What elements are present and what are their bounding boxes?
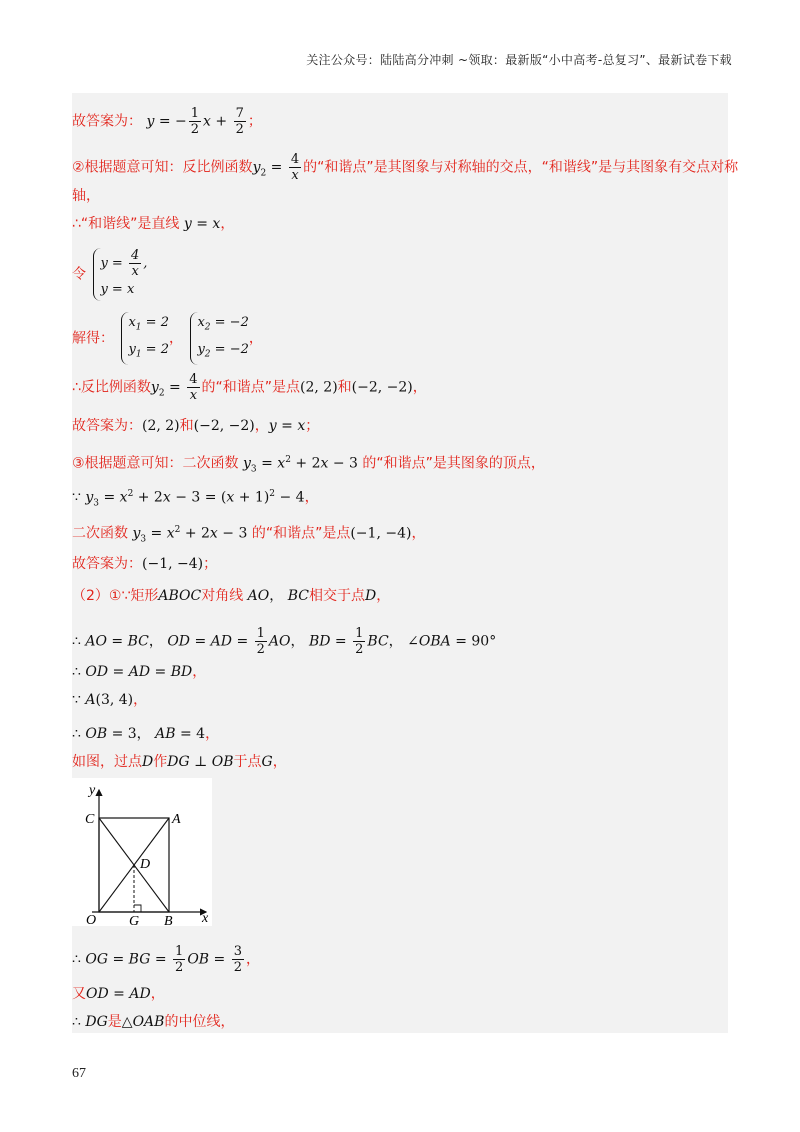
label-a: A xyxy=(172,812,181,827)
answer-line-2: 故答案为：(2, 2)和(−2, −2)，y = x； xyxy=(72,418,320,434)
construction-line: 如图，过点D作DG ⊥ OB于点G， xyxy=(72,754,287,770)
right-angle-mark xyxy=(134,905,141,912)
label-c: C xyxy=(85,812,95,827)
answer-line-1: 故答案为： y = − $\frac{1}{2}$ x + $\frac{7}{2}$ ； xyxy=(72,106,262,137)
label-x: x xyxy=(202,911,209,926)
step-2-line-b: 轴， xyxy=(72,188,100,204)
rectangle-figure xyxy=(72,778,212,926)
label-o: O xyxy=(86,913,97,926)
answer-line-3: 故答案为：(−1, −4)； xyxy=(72,556,218,572)
label-y: y xyxy=(89,783,96,798)
harmony-line: ∴“和谐线”是直线 y = x， xyxy=(72,216,235,232)
step-2-line: ②根据题意可知：反比例函数$y_2$ = $\frac{4}{x}$ 的“和谐点”是其图象与对称轴的交点，“和谐线”是与其图象有交点对称 xyxy=(72,152,739,183)
og-bg: ∴ OG = BG = $\frac{1}{2}$ OB = $\frac{3}{2}$ ， xyxy=(72,944,261,975)
page-number: 67 xyxy=(72,1066,86,1081)
rect-properties: ∴ AO = BC， OD = AD = $\frac{1}{2}$ AO， BD = $\frac{1}{2}$ BC， ∠OBA = 90° xyxy=(72,626,497,657)
label-g: G xyxy=(129,914,140,926)
midline: ∴ DG是△OAB的中位线， xyxy=(72,1014,235,1030)
solve-result: 解得： $x_1 = 2$ $y_1 = 2$ ， $x_2 = -2$ $y_2 = -2$ ， xyxy=(72,312,263,365)
equal-segments: ∴ OD = AD = BD， xyxy=(72,664,207,680)
quadratic-harmony-point: 二次函数 $y_3 = x^2 + 2x - 3$ 的“和谐点”是点(−1, −4)， xyxy=(72,525,426,545)
inverse-harmony-point: ∴反比例函数$y_2$ = $\frac{4}{x}$ 的“和谐点”是点(2, 2)和(−2, −2)， xyxy=(72,372,427,403)
rectangle-diagram xyxy=(72,778,212,926)
label-b: B xyxy=(164,914,173,926)
part-2-line: （2）①∵矩形ABOC对角线 AO， BC相交于点D， xyxy=(72,588,391,604)
lengths: ∴ OB = 3， AB = 4， xyxy=(72,726,220,742)
od-ad: 又OD = AD， xyxy=(72,986,165,1002)
label-d: D xyxy=(140,857,151,872)
step-3-line: ③根据题意可知：二次函数 $y_3 = x^2 + 2x - 3$ 的“和谐点”是其图象的顶点， xyxy=(72,455,545,475)
page-header: 关注公众号：陆陆高分冲刺 ~领取：最新版“小中高考-总复习”、最新试卷下载 xyxy=(306,53,732,67)
let-system: 令 y = $\frac{4}{x}$ , y = x xyxy=(72,248,147,301)
vertex-form: ∵ $y_3 = x^2 + 2x - 3 = (x + 1)^2 - 4$， xyxy=(72,489,319,509)
point-a: ∵ A(3, 4)， xyxy=(72,692,148,708)
